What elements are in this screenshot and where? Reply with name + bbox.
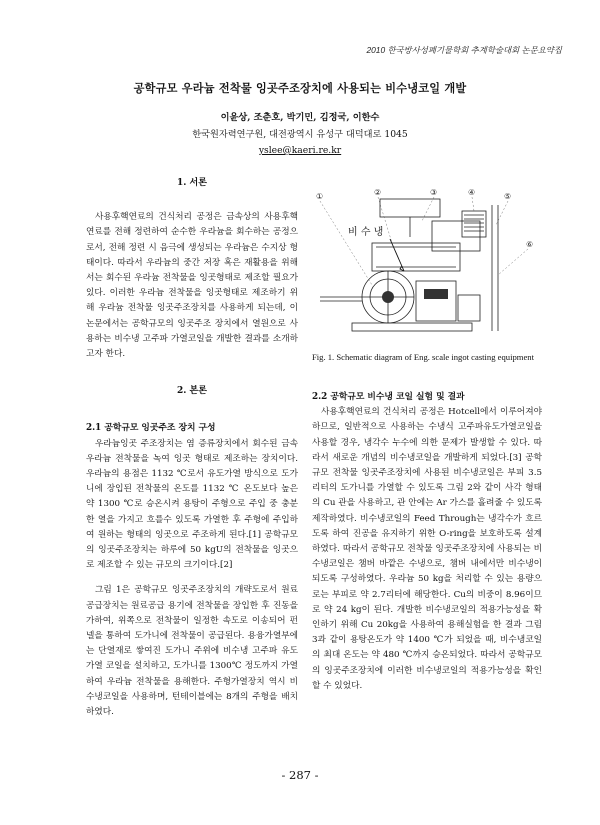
figure-caption: Fig. 1. Schematic diagram of Eng. scale ingot casting equipment	[312, 352, 534, 362]
page-number: - 287 -	[281, 768, 319, 782]
ingot-casting-schematic	[312, 185, 540, 343]
author-block	[0, 110, 600, 160]
author-affiliation: 한국원자력연구원, 대전광역시 유성구 대덕대로 1045	[192, 128, 408, 140]
intro-paragraph: 사용후핵연료의 건식처리 공정은 금속상의 사용후핵연료를 전해 정련하여 순수한 우라늄을 회수하는 공정으로서, 전해 정련 시 음극에 생성되는 우라늄은 수지상 형태이다. 따라서 우라늄의 중간 저장 혹은 재활용을 위해서는 회수된 우라늄 전착물을 잉곳형태로 제조할 필요가 있다. 이러한 우라늄 전착물을 잉곳형태로 제조하기 위해 우라늄 전착물 잉곳주조장치를 사용하게 되는데, 이 논문에서는 공학규모의 잉곳주조 장치에서 열원으로 사용하는 비수냉 고주파 가열코일을 개발한 결과를 소개하고자 한다.	[86, 212, 298, 360]
conference-header: 2010 한국방사성폐기물학회 추계학술대회 논문요약집	[366, 45, 562, 55]
paper-title: 공학규모 우라늄 전착물 잉곳주조장치에 사용되는 비수냉코일 개발	[133, 81, 467, 95]
subsection-2-1-heading: 2.1 공학규모 잉곳주조 장치 구성	[86, 423, 216, 434]
subsection-2-1-paragraph: 우라늄잉곳 주조장치는 염 증류장치에서 회수된 금속우라늄 전착물을 녹여 잉곳 형태로 제조하는 장치이다. 우라늄의 용점은 1132 ℃로서 유도가열 방식으로 도가니에 장입된 전착물의 온도를 1132 ℃ 온도보다 높은 약 1300 ℃로 승온시켜 용탕이 주형으로 주입 중 충분한 열을 가지고 흐를수 있도록 가열한 후 주형에 주입하여 원하는 형태의 잉곳으로 주조하게 된다.[1] 공학규모의 잉곳주조장치는 하루에 50 kgU의 전착물을 잉곳으로 제조할 수 있는 규모의 크기이다.[2]	[86, 438, 298, 571]
callout-3: ③	[430, 188, 438, 197]
callout-2: ②	[374, 188, 382, 197]
subsection-2-1-paragraph: 그림 1은 공학규모 잉곳주조장치의 개략도로서 원료공급장치는 원료공급 용기에 전착물을 장입한 후 진동을 가하여, 위쪽으로 전착물이 일정한 속도로 이송되어 펀넬을 통하여 도가니에 전착물이 공급된다. 용융가열부에는 단열재로 쌓여진 도가니 주위에 비수냉 고주파 유도가열 코일을 설치하고, 도가니를 1300℃ 정도까지 가열하여 우라늄 전착물을 용해한다. 주형가열장치 역시 비수냉코일을 사용하며, 턴테이블에는 8개의 주형을 배치하였다.	[86, 585, 298, 718]
body-heading: 2. 본론	[177, 386, 207, 397]
callout-5: ⑤	[504, 192, 512, 201]
subsection-2-2-paragraph: 사용후핵연료의 건식처리 공정은 Hotcell에서 이루어져야 하므로, 일반적으로 사용하는 수냉식 고주파유도가열코일을 사용할 경우, 냉각수 누수에 의한 문제가 발생할 수 있다. 따라서 새로운 개념의 비수냉코일을 개발하게 되었다.[3] 공학규모 전착물 잉곳주조장치에 사용된 비수냉코일은 부피 3.5 리터의 도가니를 가열할 수 있도록 그림 2와 같이 사각 형태의 Cu 관을 사용하고, 관 안에는 Ar 가스를 흘려줄 수 있도록 제작하였다. 비수냉코일의 Feed Through는 냉각수가 흐르도록 하여 진공을 유지하기 위한 O-ring을 보호하도록 설계하였다. 따라서 공학규모 전착물 잉곳주조장치에 사용되는 비수냉코일은 챔버 바깥은 수냉으로, 챔버 내에서만 비수냉이 되도록 구성하였다. 우라늄 50 kg을 처리할 수 있는 용량으로는 부피로 약 2.7리터에 해당한다. Cu의 비중이 8.96이므로 약 24 kg이 된다. 개발한 비수냉코일의 적용가능성을 확인하기 위해 Cu 20kg을 사용하여 용해실험을 한 결과 그림 3과 같이 용탕온도가 약 1400 ℃가 되었을 때, 비수냉코일의 최대 온도는 약 480 ℃까지 승온되었다. 따라서 공학규모의 잉곳주조장치에 이러한 비수냉코일의 적용가능성을 확인할 수 있었다.	[312, 407, 542, 691]
author-email: yslee@kaeri.re.kr	[258, 145, 342, 156]
callout-6: ⑥	[526, 240, 534, 249]
figure-1-schematic	[312, 185, 540, 343]
callout-4: ④	[468, 188, 476, 197]
intro-heading: 1. 서론	[177, 178, 207, 188]
subsection-2-2-heading: 2.2 공학규모 비수냉 코일 실험 및 결과	[312, 392, 465, 402]
left-column	[86, 176, 298, 720]
author-names: 이윤상, 조춘호, 박기민, 김정국, 이한수	[220, 112, 380, 123]
right-column	[312, 390, 542, 694]
figure-label-noncooled: 비 수 냉	[348, 227, 384, 238]
callout-1: ①	[316, 192, 324, 201]
